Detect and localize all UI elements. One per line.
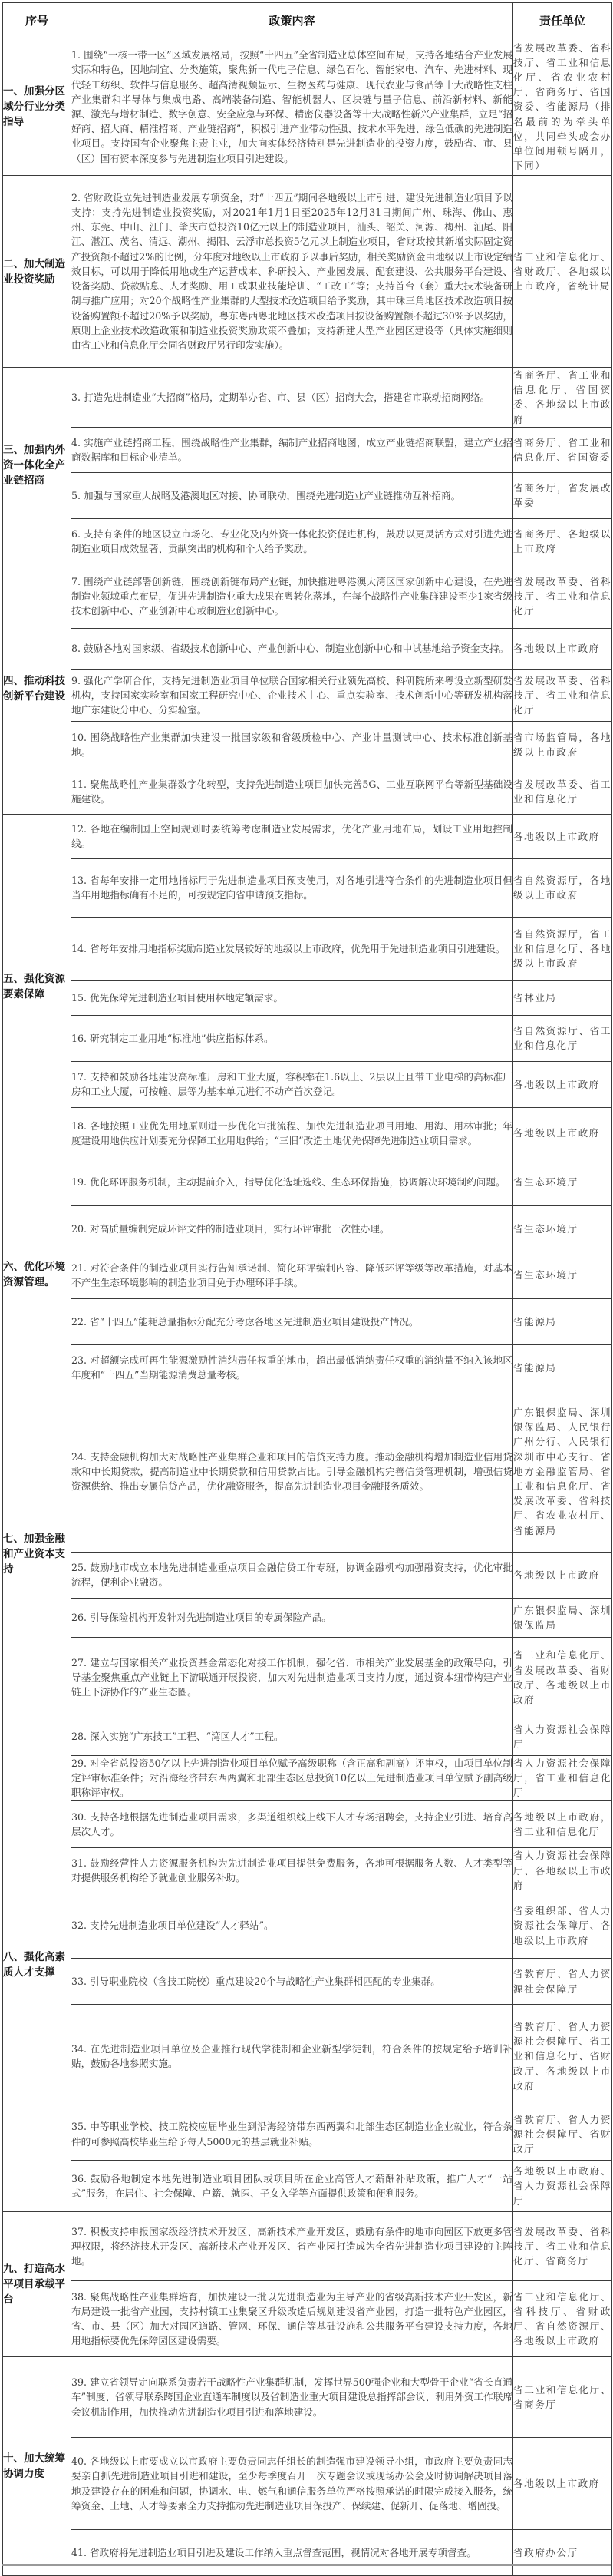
table-row [3,1061,612,1107]
responsible-unit-cell: 省教育厅、省人力资源社会保障厅、省财政厅 [513,2108,612,2161]
policy-content-cell: 35. 中等职业学校、技工院校应届毕业生到沿海经济带东西两翼和北部生态区制造业企业就业，符合条件的可参照高校毕业生给予每人5000元的基层就业补贴。 [71,2108,513,2161]
section-title: 一、加强分区域分行业分类指导 [3,38,71,176]
table-row [3,2438,612,2530]
responsible-unit-cell: 各地级以上市政府 [513,1107,612,1159]
policy-content-cell: 20. 对高质量编制完成环评文件的制造业项目，实行环评审批一次性办理。 [71,1205,513,1252]
responsible-unit-cell: 省工业和信息化厅、省发展改革委、省财政厅、各地级以上市政府 [513,1637,612,1718]
responsible-unit-cell: 省市场监管局，各地级以上市政府 [513,721,612,769]
policy-content-cell: 29. 对全省总投资50亿以上先进制造业项目单位赋予高级职称（含正高和副高）评审权，由项目单位制定评审标准条件；对沿海经济带东西两翼和北部生态区总投资10亿以上先进制造业项目单位赋予副高级职称评审权。 [71,1755,513,1801]
policy-content-cell: 18. 各地按照工业优先用地原则进一步优化审批流程、加快先进制造业项目用地、用海、用林审批；年度建设用地供应计划要充分保障工业用地供给；“三旧”改造土地优先保障先进制造业项目需求。 [71,1107,513,1159]
policy-content-cell: 12. 各地在编制国土空间规划时要统筹考虑制造业发展需求，优化产业用地布局，划设工业用地控制线。 [71,814,513,858]
table-row [3,176,612,368]
policy-content-cell: 6. 支持有条件的地区设立市场化、专业化及内外资一体化投资促进机构，鼓励以更灵活方式对引进先进制造业项目成效显著、贡献突出的机构和个人给予奖励。 [71,518,513,564]
policy-content-cell: 14. 省每年安排用地指标奖励制造业发展较好的地级以上市政府，优先用于先进制造业项目引进建设。 [71,917,513,980]
responsible-unit-cell: 省自然资源厅，各地级以上市政府 [513,858,612,917]
table-row [3,1637,612,1718]
policy-content-cell: 15. 优先保障先进制造业项目使用林地定额需求。 [71,980,513,1015]
responsible-unit-cell: 广东银保监局、深圳银保监局、人民银行广州分行、人民银行深圳市中心支行、省地方金融监管局、省工业和信息化厅、省发展改革委、省科技厅、省农业农村厅、省能源局 [513,1391,612,1552]
policy-content-cell: 40. 各地级以上市要成立以市政府主要负责同志任组长的制造强市建设领导小组，市政府主要负责同志要亲自抓先进制造业项目引进和建设，至少每季度召开一次专题会议或现场办公会及时协调解决项目落地及建设存在的困难和问题，协调水、电、燃气和通信服务单位严格按照承诺的时限完成接入服务，统筹资金、土地、人才等要素全力支持推动先进制造业项目保投产、保续建、促新开、促落地、增固投。 [71,2438,513,2530]
responsible-unit-cell: 各地级以上市政府 [513,1552,612,1598]
policy-content-cell: 28. 深入实施“广东技工”工程、“湾区人才”工程。 [71,1718,513,1755]
policy-content-cell: 39. 建立省领导定向联系负责若干战略性产业集群机制，发挥世界500强企业和大型骨干企业“省长直通车”制度、省领导联系跨国企业直通车制度以及省制造业重大项目建设总指挥部会议、利用外资工作联席会议机制作用，加快推动先进制造业项目引进和落地建设。 [71,2357,513,2438]
table-row [3,472,612,518]
section-title: 七、加强金融和产业资本支持 [3,1391,71,1718]
section-title: 九、打造高水平项目承载平台 [3,2212,71,2357]
policy-content-cell: 8. 鼓励各地对国家级、省级技术创新中心、产业创新中心、制造业创新中心和中试基地给予资金支持。 [71,628,513,669]
policy-content-cell: 7. 围绕产业链部署创新链，围绕创新链布局产业链，加快推进粤港澳大湾区国家创新中心建设，在先进制造业领域重点布局，促进先进制造业重大成果在粤转化落地，在每个战略性产业集群建设至少1家省级技术创新中心、产业创新中心或制造业创新中心。 [71,564,513,628]
responsible-unit-cell: 各地级以上市政府、省人力资源社会保障厅 [513,2161,612,2212]
table-row [3,917,612,980]
section-title: 五、强化资源要素保障 [3,814,71,1159]
table-row [3,564,612,628]
table-row [3,2005,612,2108]
table-row [3,2530,612,2576]
responsible-unit-cell: 各地级以上市政府 [513,628,612,669]
table-row [3,2161,612,2212]
table-bottom-shadow [2,2564,611,2566]
section-title: 二、加大制造业投资奖励 [3,176,71,368]
table-row [3,38,612,176]
responsible-unit-cell: 省工业和信息化厅、省商务厅 [513,2357,612,2438]
table-row [3,2357,612,2438]
policy-content-cell: 32. 支持先进制造业项目单位建设“人才驿站”。 [71,1893,513,1959]
responsible-unit-cell: 各地级以上市政府 [513,814,612,858]
responsible-unit-cell: 省商务厅，省发展改革委 [513,472,612,518]
section-title: 六、优化环境资源管理。 [3,1159,71,1391]
responsible-unit-cell: 省发展改革委、省科技厅、省工业和信息化厅 [513,669,612,721]
section-title: 十、加大统筹协调力度 [3,2357,71,2576]
table-row [3,1718,612,1755]
table-row [3,1801,612,1848]
policy-content-cell: 23. 对超额完成可再生能源激励性消纳责任权重的地市，超出最低消纳责任权重的消纳量不纳入该地区年度和“十四五”当期能源消费总量考核。 [71,1344,513,1391]
responsible-unit-cell: 省商务厅、省工业和信息化厅、省国资委、各地级以上市政府 [513,368,612,428]
responsible-unit-cell: 省政府办公厅 [513,2530,612,2576]
table-row [3,858,612,917]
responsible-unit-cell: 省教育厅、省人力资源社会保障厅、省工业和信息化厅、省财政厅、各地级以上市政府 [513,2005,612,2108]
policy-content-cell: 11. 聚焦战略性产业集群数字化转型，支持先进制造业项目加快完善5G、工业互联网平台等新型基础设施建设。 [71,769,513,814]
policy-content-cell: 30. 支持各地根据先进制造业项目需求，多渠道组织线上线下人才专场招聘会，支持企业引进、培育高层次人才。 [71,1801,513,1848]
table-row [3,1893,612,1959]
policy-content-cell: 37. 积极支持申报国家级经济技术开发区、高新技术产业开发区，鼓励有条件的地市向园区下放更多管理权限，将经济技术开发区、高新技术产业开发区、省产业园打造成为全省先进制造业项目建设的主阵地。 [71,2212,513,2281]
table-row [3,1959,612,2005]
table-row [3,1252,612,1298]
policy-content-cell: 25. 鼓励地市成立本地先进制造业重点项目金融信贷工作专班，协调金融机构加强融资支持，优化审批流程，便利企业融资。 [71,1552,513,1598]
responsible-unit-cell: 省发展改革委、省科技厅、省工业和信息化厅、省商务厅 [513,2212,612,2281]
policy-content-cell: 26. 引导保险机构开发针对先进制造业项目的专属保险产品。 [71,1598,513,1637]
responsible-unit-cell: 省商务厅、省工业和信息化厅、省国资委 [513,427,612,472]
responsible-unit-cell: 各地级以上市政府 [513,2438,612,2530]
policy-content-cell: 34. 在先进制造业项目单位及企业推行现代学徒制和企业新型学徒制，符合条件的按规定给予培训补贴，鼓励各地参照实施。 [71,2005,513,2108]
policy-content-cell: 9. 强化产学研合作，支持先进制造业项目单位联合国家相关行业领先高校、科研院所来粤设立新型研发机构，支持国家实验室和国家工程研究中心、企业技术中心、重点实验室、技术创新中心等研发机构落地广东建设分中心、分实验室。 [71,669,513,721]
table-row [3,518,612,564]
responsible-unit-cell: 省自然资源厅，省工业和信息化厅、各地级以上市政府 [513,917,612,980]
responsible-unit-cell: 省委组织部、省人力资源社会保障厅、各地级以上市政府 [513,1893,612,1959]
table-row [3,1552,612,1598]
header-policy-content: 政策内容 [71,3,513,38]
table-row [3,1598,612,1637]
policy-content-cell: 13. 省每年安排一定用地指标用于先进制造业项目预支使用，对各地引进符合条件的先进制造业项目但当年用地指标确有不足的，可按规定向省申请预支指标。 [71,858,513,917]
policy-content-cell: 2. 省财政设立先进制造业发展专项资金，对“十四五”期间各地级以上市引进、建设先进制造业项目予以支持：支持先进制造业投资奖励，对2021年1月1日至2025年12月31日期间广州、珠海、佛山、惠州、东莞、中山、江门、肇庆市总投资10亿元以上的制造业项目，汕头、韶关、河源、梅州、汕尾、阳江、湛江、茂名、清远、潮州、揭阳、云浮市总投资5亿元以上制造业项目，省财政按其新增实际固定资产投资额不超过2%的比例，分年度对地级以上市政府予以事后奖励，相关奖励资金由地级以上市设定绩效目标，可以用于降低用地或生产运营成本、科研投入、产业园发展、配套建设、公共服务平台建设、设备奖励、贷款贴息、人才奖励、用工或职业技能培训、“工改工”等；支持首台（套）重大技术装备研制与推广应用；对20个战略性产业集群的大型技术改造项目给予奖励，其中珠三角地区技术改造项目按设备购置额不超过20%予以奖励，粤东粤西粤北地区技术改造项目按设备购置额不超过30%予以奖励，原则上企业技术改造政策和制造业投资奖励政策不叠加；支持新建大型产业园区建设等（具体实施细则由省工业和信息化厅会同省财政厅另行印发实施）。 [71,176,513,368]
table-row [3,2108,612,2161]
policy-content-cell: 27. 建立与国家相关产业投资基金常态化对接工作机制，强化省、市相关产业发展基金的政策导向，引导基金聚焦重点产业链上下游联通开展投资，加大对先进制造业项目支持力度，通过资本纽带构建产业链上下游协作的产业生态圈。 [71,1637,513,1718]
table-row [3,1848,612,1893]
table-row [3,2281,612,2357]
responsible-unit-cell: 省能源局 [513,1298,612,1344]
policy-content-cell: 3. 打造先进制造业“大招商”格局，定期举办省、市、县（区）招商大会，搭建省市联动招商网络。 [71,368,513,428]
policy-content-cell: 16. 研究制定工业用地“标准地”供应指标体系。 [71,1015,513,1061]
policy-content-cell: 38. 聚焦战略性产业集群培育，加快建设一批以先进制造业为主导产业的省级高新技术产业开发区，新布局建设一批省产业园，支持村镇工业集聚区升级改造后规划建设省产业园，打造一批特色产业园区，省、市、县（区）加大对园区道路、管网、环保、通信等基础设施和公共服务平台建设支持力度，各地用地指标要优先保障园区建设需要。 [71,2281,513,2357]
table-row [3,1205,612,1252]
responsible-unit-cell: 省发展改革委、省科技厅、省工业和信息化厅 [513,564,612,628]
header-responsible-unit: 责任单位 [513,3,612,38]
policy-content-cell: 17. 支持和鼓励各地建设高标准厂房和工业大厦，容积率在1.6以上、2层以上且带工业电梯的高标准厂房和工业大厦，可按幢、层等为基本单元进行不动产首次登记。 [71,1061,513,1107]
table-row [3,721,612,769]
table-row [3,1755,612,1801]
responsible-unit-cell: 广东银保监局、深圳银保监局 [513,1598,612,1637]
table-row [3,1391,612,1552]
responsible-unit-cell: 省生态环境厅 [513,1159,612,1205]
header-index: 序号 [3,3,71,38]
responsible-unit-cell: 省生态环境厅 [513,1252,612,1298]
responsible-unit-cell: 省人力资源社会保障厅、各地级以上市政府 [513,1848,612,1893]
responsible-unit-cell: 省发展改革委、省工业和信息化厅 [513,769,612,814]
responsible-unit-cell: 省商务厅、各地级以上市政府 [513,518,612,564]
responsible-unit-cell: 各地级以上市政府，省工业和信息化厅 [513,1801,612,1848]
policy-table [2,2,612,2576]
table-row [3,980,612,1015]
policy-content-cell: 22. 省“十四五”能耗总量指标分配充分考虑各地区先进制造业项目建设投产情况。 [71,1298,513,1344]
responsible-unit-cell: 省人力资源社会保障厅 [513,1718,612,1755]
responsible-unit-cell: 省林业局 [513,980,612,1015]
policy-content-cell: 36. 鼓励各地制定本地先进制造业项目团队或项目所在企业高管人才薪酬补贴政策，推广人才“一站式”服务，在居住、社会保障、户籍、就医、子女入学等方面提供政策和便利服务。 [71,2161,513,2212]
responsible-unit-cell: 省发展改革委、省科技厅、省工业和信息化厅、省农业农村厅、省商务厅、省国资委、省能源局（排名最前的为牵头单位，共同牵头或会办单位间用顿号隔开，下同） [513,38,612,176]
table-row [3,427,612,472]
policy-content-cell: 1. 围绕“一核一带一区”区域发展格局，按照“十四五”全省制造业总体空间布局，支持各地结合产业发展实际和特色，因地制宜、分类施策，聚焦新一代电子信息、绿色石化、智能家电、汽车、先进材料、现代轻工纺织、软件与信息服务、超高清视频显示、生物医药与健康、现代农业与食品等十大战略性支柱产业集群和半导体与集成电路、高端装备制造、智能机器人、区块链与量子信息、前沿新材料、新能源、激光与增材制造、数字创意、安全应急与环保、精密仪器设备等十大战略性新兴产业集群，立足“招好商、招大商、精准招商、产业链招商”，积极引进产业带动性强、技术水平先进、绿色低碳的先进制造业项目。支持国有企业聚焦主责主业，加大向实体经济特别是先进制造业的投资力度，鼓励省、市、县（区）国有资本深度参与先进制造业项目引进建设。 [71,38,513,176]
table-row [3,628,612,669]
policy-content-cell: 10. 围绕战略性产业集群加快建设一批国家级和省级质检中心、产业计量测试中心、技术标准创新基地。 [71,721,513,769]
responsible-unit-cell: 省工业和信息化厅、省财政厅、各地级以上市政府，省统计局 [513,176,612,368]
policy-content-cell: 31. 鼓励经营性人力资源服务机构为先进制造业项目提供免费服务，各地可根据服务人数、人才类型等对提供服务机构给予就业创业服务补助。 [71,1848,513,1893]
policy-content-cell: 21. 对符合条件的制造业项目实行告知承诺制、简化环评编制内容、降低环评等级等改革措施，对基本不产生生态环境影响的制造业项目免于办理环评手续。 [71,1252,513,1298]
responsible-unit-cell: 省工业和信息化厅、省科技厅、省财政厅、省自然资源厅、各地级以上市政府 [513,2281,612,2357]
policy-content-cell: 33. 引导职业院校（含技工院校）重点建设20个与战略性产业集群相匹配的专业集群。 [71,1959,513,2005]
table-row [3,2212,612,2281]
policy-content-cell: 4. 实施产业链招商工程，围绕战略性产业集群，编制产业招商地图，成立产业链招商联盟，建立产业招商数据库和目标企业清单。 [71,427,513,472]
section-title: 三、加强内外资一体化全产业链招商 [3,368,71,564]
table-row [3,1015,612,1061]
responsible-unit-cell: 省人力资源社会保障厅，省工业和信息化厅 [513,1755,612,1801]
table-header-row [3,3,612,38]
table-body [3,38,612,2576]
table-row [3,814,612,858]
policy-content-cell: 5. 加强与国家重大战略及港澳地区对接、协同联动，围绕先进制造业产业链推动互补招商。 [71,472,513,518]
responsible-unit-cell: 各地级以上市政府 [513,1061,612,1107]
table-row [3,1298,612,1344]
section-title: 四、推动科技创新平台建设 [3,564,71,814]
table-row [3,368,612,428]
table-row [3,769,612,814]
table-row [3,1344,612,1391]
table-row [3,1107,612,1159]
responsible-unit-cell: 省生态环境厅 [513,1205,612,1252]
policy-content-cell: 41. 省政府将先进制造业项目引进及建设工作纳入重点督查范围，视情况对各地开展专项督查。 [71,2530,513,2576]
responsible-unit-cell: 省自然资源厅、省工业和信息化厅 [513,1015,612,1061]
policy-content-cell: 19. 优化环评服务机制，主动提前介入，指导优化选址选线、生态环保措施，协调解决环境制约问题。 [71,1159,513,1205]
responsible-unit-cell: 省能源局 [513,1344,612,1391]
policy-content-cell: 24. 支持金融机构加大对战略性产业集群企业和项目的信贷支持力度。推动金融机构增加制造业信用贷款和中长期贷款，提高制造业中长期贷款和信用贷款占比。引导金融机构完善信贷管理机制，增强信贷资源供给、推出专属信贷产品，优化融资服务，提高先进制造业项目金融服务质效。 [71,1391,513,1552]
table-row [3,1159,612,1205]
table-row [3,669,612,721]
section-title: 八、强化高素质人才支撑 [3,1718,71,2211]
responsible-unit-cell: 省教育厅、省人力资源社会保障厅 [513,1959,612,2005]
